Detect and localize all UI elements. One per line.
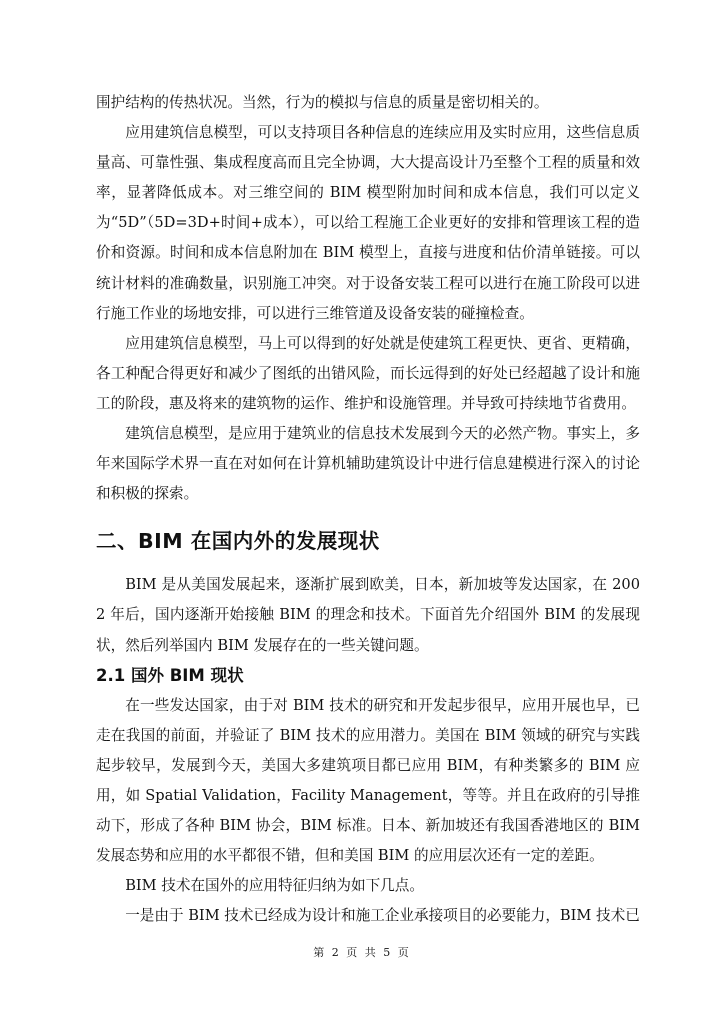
paragraph: 应用建筑信息模型，马上可以得到的好处就是使建筑工程更快、更省、更精确，各工种配合得更好和减少了图纸的出错风险，而长远得到的好处已经超越了设计和施工的阶段，惠及将来的建筑物的运作、维护和设施管理。并导致可持续地节省费用。 [96, 334, 640, 412]
paragraph: 在一些发达国家，由于对 BIM 技术的研究和开发起步很早，应用开展也早，已走在我国的前面，并验证了 BIM 技术的应用潜力。美国在 BIM 领域的研究与实践起步较早，发展到今天，美国大多建筑项目都已应用 BIM，有种类繁多的 BIM 应用，如 Spatial Validation，Facility Management，等等。并且在政府的引导推动下，形成了各种 BIM 协会，BIM 标准。日本、新加坡还有我国香港地区的 BIM 发展态势和应用的水平都很不错，但和美国 BIM 的应用层次还有一定的差距。 [96, 696, 640, 865]
subsection-heading: 2.1 国外 BIM 现状 [96, 665, 244, 685]
paragraph: BIM 是从美国发展起来，逐渐扩展到欧美，日本，新加坡等发达国家，在 2002 年后，国内逐渐开始接触 BIM 的理念和技术。下面首先介绍国外 BIM 的发展现状，然后列举国内 BIM 发展存在的一些关键问题。 [96, 576, 640, 654]
paragraph: 一是由于 BIM 技术已经成为设计和施工企业承接项目的必要能力，BIM 技术已 [125, 907, 640, 925]
page-body [96, 88, 640, 931]
paragraph: 应用建筑信息模型，可以支持项目各种信息的连续应用及实时应用，这些信息质量高、可靠性强、集成程度高而且完全协调，大大提高设计乃至整个工程的质量和效率，显著降低成本。对三维空间的 BIM 模型附加时间和成本信息，我们可以定义为“5D”（5D=3D+时间+成本），可以给工程施工企业更好的安排和管理该工程的造价和资源。时间和成本信息附加在 BIM 模型上，直接与进度和估价清单链接。可以统计材料的准确数量，识别施工冲突。对于设备安装工程可以进行在施工阶段可以进行施工作业的场地安排，可以进行三维管道及设备安装的碰撞检查。 [96, 124, 640, 322]
paragraph: BIM 技术在国外的应用特征归纳为如下几点。 [125, 877, 424, 895]
paragraph: 建筑信息模型，是应用于建筑业的信息技术发展到今天的必然产物。事实上，多年来国际学术界一直在对如何在计算机辅助建筑设计中进行信息建模进行深入的讨论和积极的探索。 [96, 425, 640, 503]
paragraph: 围护结构的传热状况。当然，行为的模拟与信息的质量是密切相关的。 [96, 94, 549, 111]
section-heading: 二、BIM 在国内外的发展现状 [96, 529, 380, 554]
page-number-footer: 第 2 页 共 5 页 [313, 946, 411, 959]
